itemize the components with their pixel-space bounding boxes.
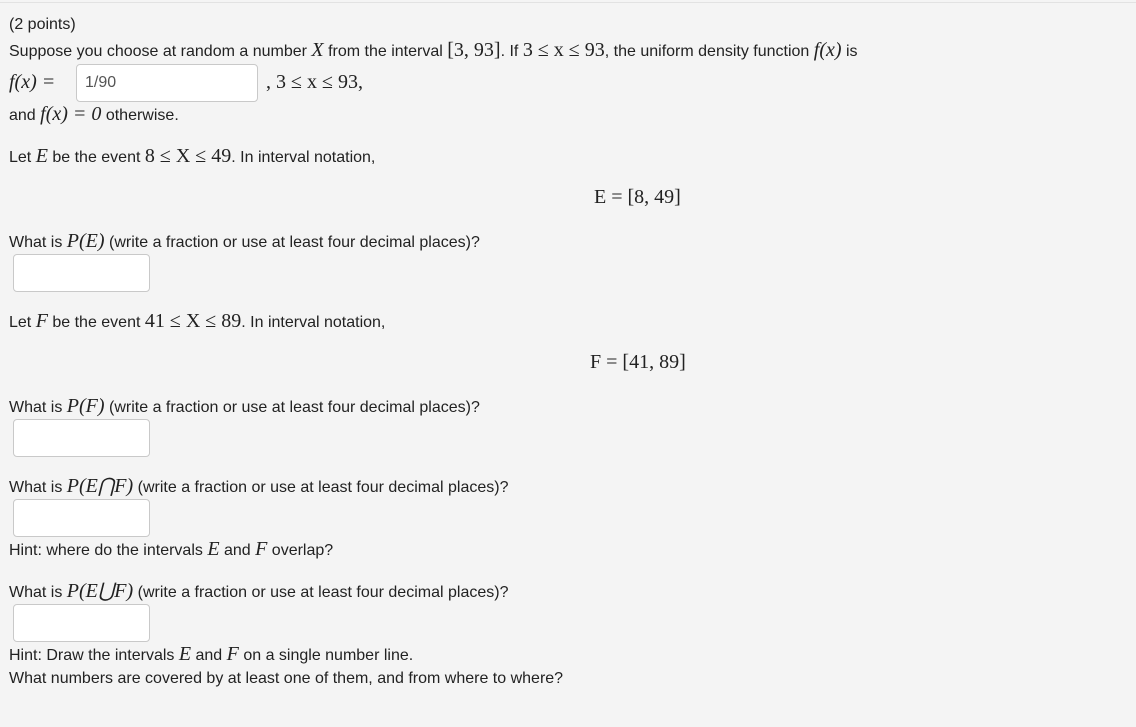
event-f-text: Let F be the event 41 ≤ X ≤ 89. In interval notation, — [9, 310, 386, 332]
question-pe: What is P(E) (write a fraction or use at least four decimal places)? — [9, 230, 480, 252]
pf-answer-input[interactable] — [13, 419, 150, 457]
p-intersection-answer-input[interactable] — [13, 499, 150, 537]
question-p-intersection: What is P(E⋂F) (write a fraction or use at least four decimal places)? — [9, 475, 509, 497]
top-divider — [0, 2, 1136, 3]
pe-answer-input[interactable] — [13, 254, 150, 292]
density-answer-input[interactable] — [76, 64, 258, 102]
question-p-union: What is P(E⋃F) (write a fraction or use at least four decimal places)? — [9, 580, 509, 602]
event-f-interval: F = [41, 89] — [590, 351, 686, 373]
hint-number-line: Hint: Draw the intervals E and F on a single number line. — [9, 643, 414, 665]
intro-text: Suppose you choose at random a number X from the interval [3, 93]. If 3 ≤ x ≤ 93, the uniform density function f(x) is — [9, 39, 858, 61]
event-e-interval: E = [8, 49] — [594, 186, 681, 208]
fx-label: f(x) = — [9, 71, 56, 93]
otherwise-text: and f(x) = 0 otherwise. — [9, 103, 179, 125]
p-union-answer-input[interactable] — [13, 604, 150, 642]
points-label: (2 points) — [9, 16, 76, 33]
hint-coverage: What numbers are covered by at least one of them, and from where to where? — [9, 670, 564, 687]
hint-overlap: Hint: where do the intervals E and F overlap? — [9, 538, 334, 560]
question-pf: What is P(F) (write a fraction or use at least four decimal places)? — [9, 395, 480, 417]
fx-domain: , 3 ≤ x ≤ 93, — [266, 71, 363, 93]
event-e-text: Let E be the event 8 ≤ X ≤ 49. In interval notation, — [9, 145, 376, 167]
